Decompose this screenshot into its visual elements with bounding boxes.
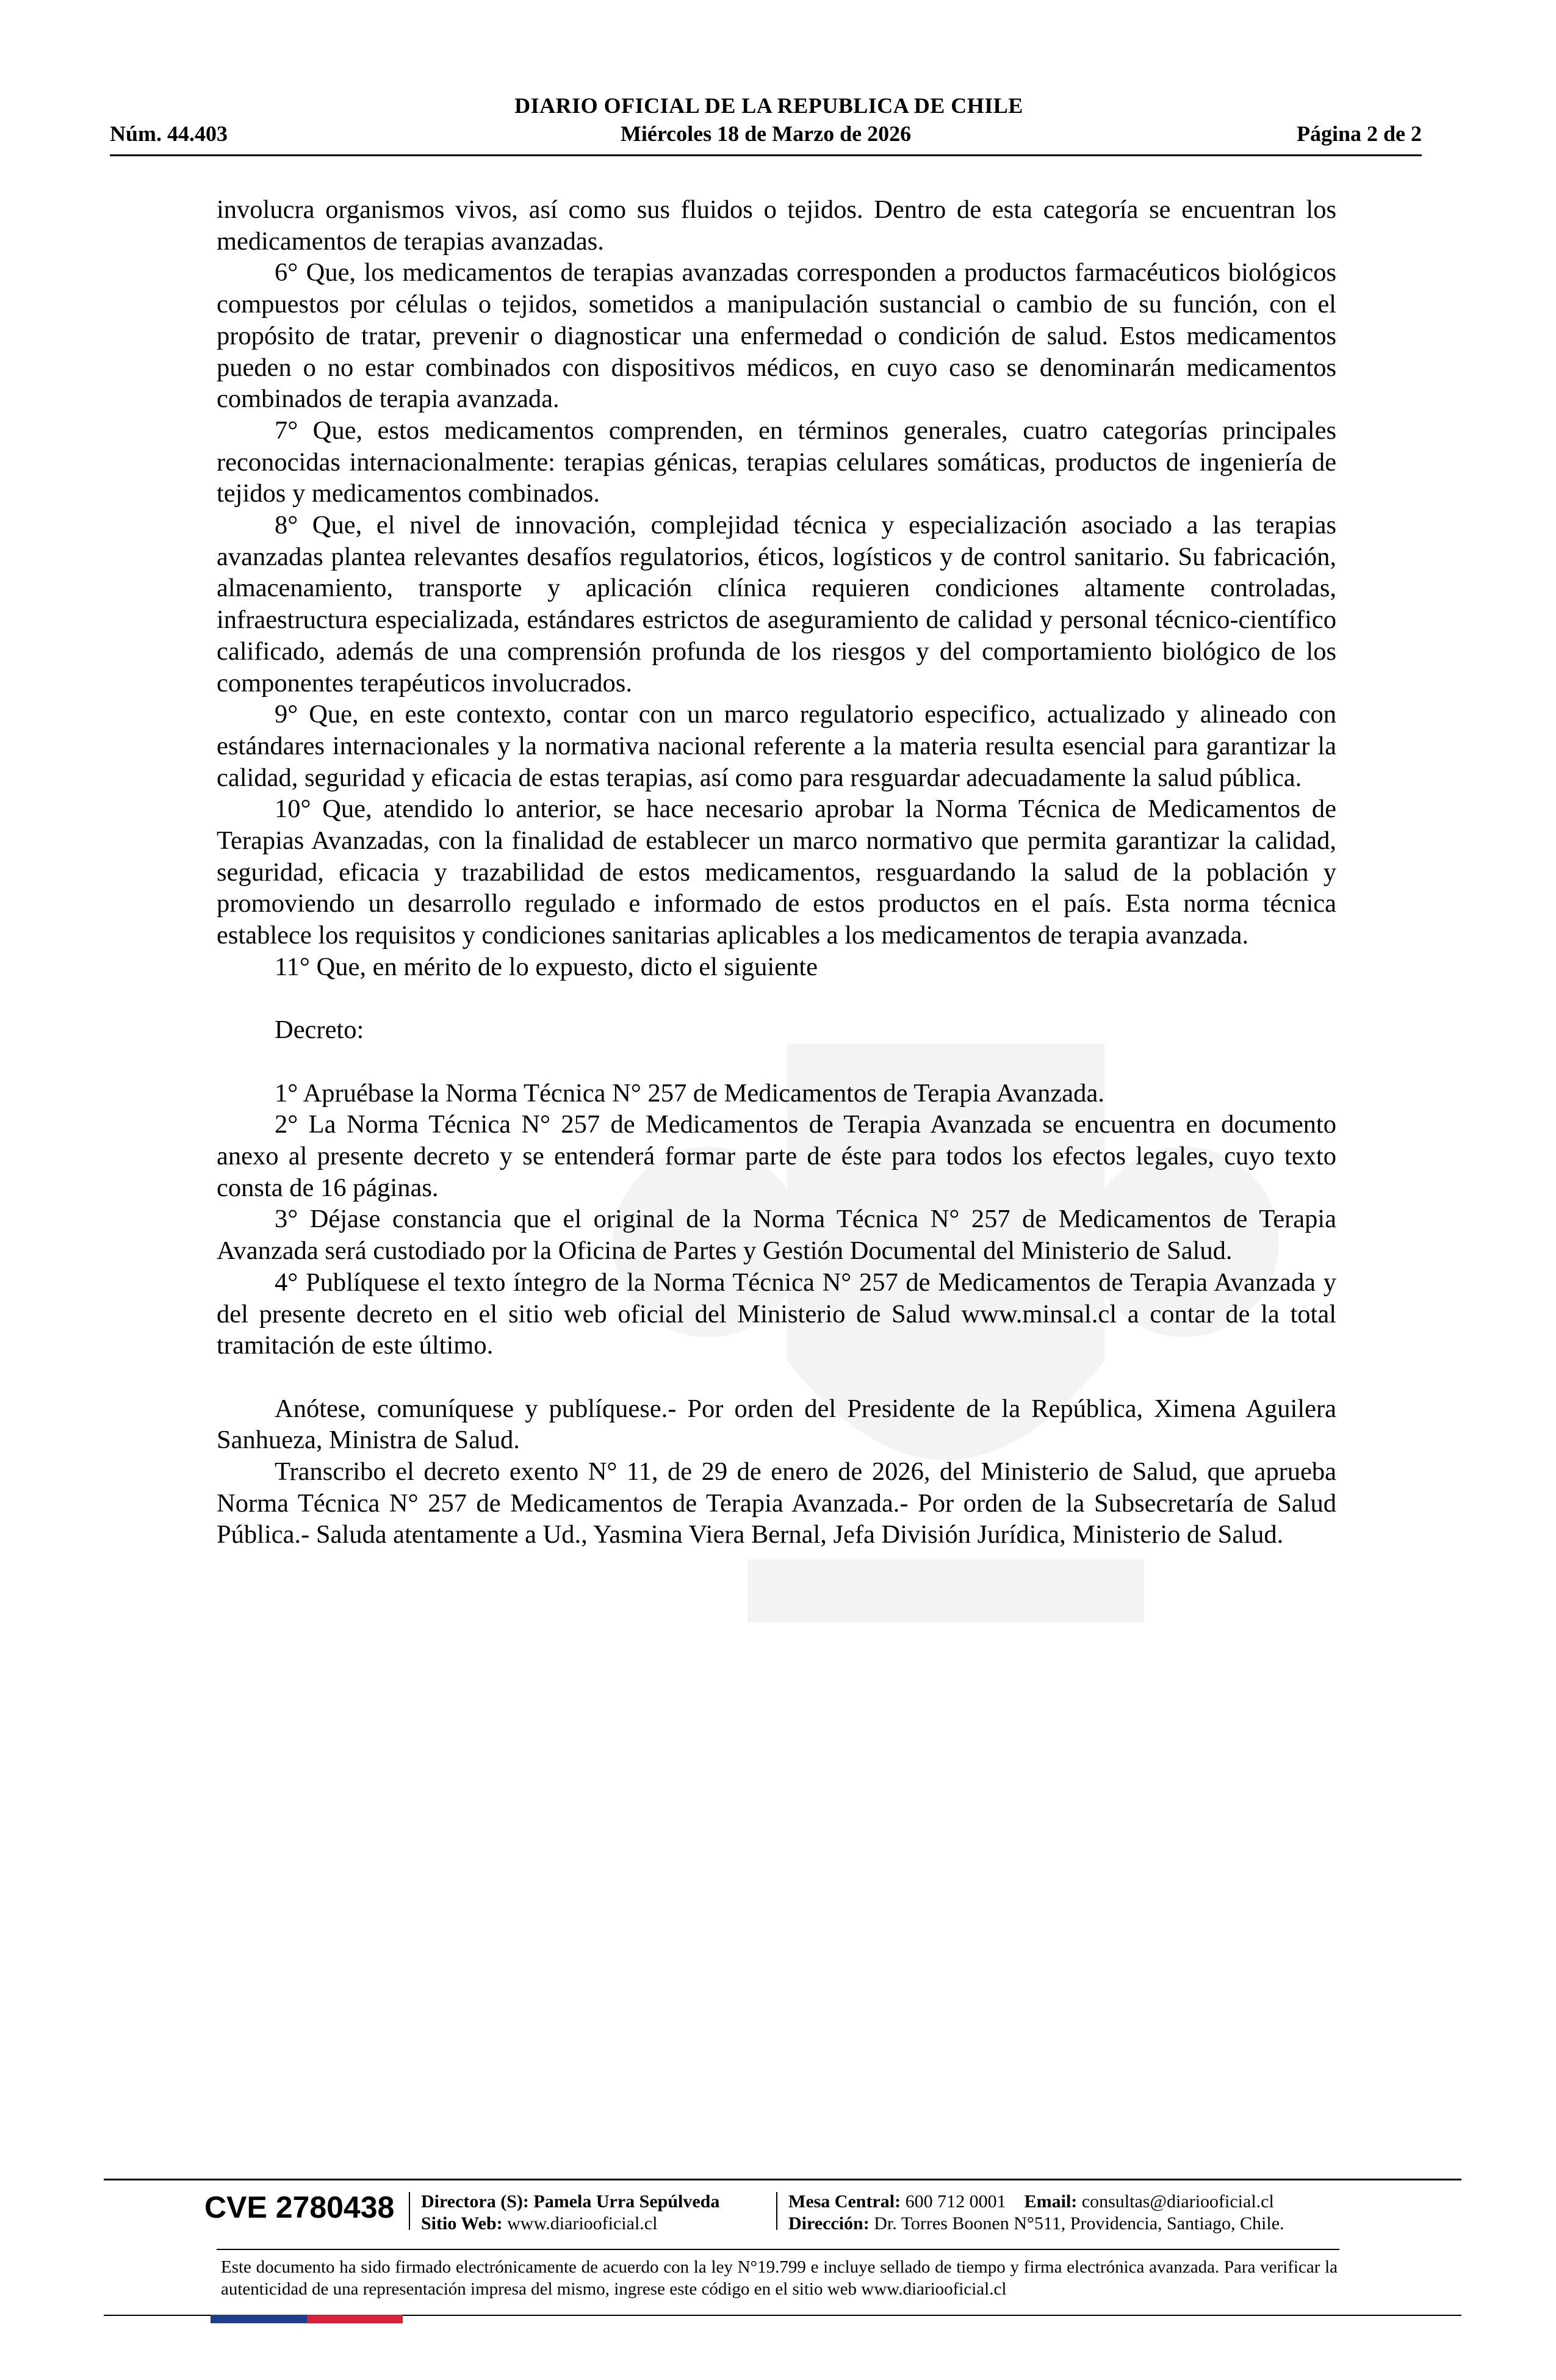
website-label: Sitio Web: [421, 2213, 503, 2234]
flag-stripe-red [307, 2315, 403, 2323]
issue-date: Miércoles 18 de Marzo de 2026 [620, 121, 912, 146]
document-body [217, 194, 1336, 1551]
considerando-9: 9° Que, en este contexto, contar con un marco regulatorio especifico, actualizado y alineado con estándares internacionales y la normativa nacional referente a la materia resulta esencial para garantizar la calidad, seguridad y eficacia de estas terapias, así como para resguardar adecuadamente la salud pública. [217, 700, 1336, 792]
website-link[interactable]: www.diariooficial.cl [507, 2213, 658, 2234]
mesa-label: Mesa Central: [788, 2191, 901, 2212]
footer-separator [776, 2192, 777, 2230]
considerando-11: 11° Que, en mérito de lo expuesto, dicto el siguiente [275, 952, 818, 981]
considerando-8: 8° Que, el nivel de innovación, complejidad técnica y especialización asociado a las terapias avanzadas plantea relevantes desafíos regulatorios, éticos, logísticos y de control sanitario. Su fabricación, almacenamiento, transporte y aplicación clínica requieren condiciones altamente controladas, infraestructura especializada, estándares estrictos de aseguramiento de calidad y personal técnico-científico calificado, además de una comprensión profunda de los riesgos y del comportamiento biológico de los componentes terapéuticos involucrados. [217, 511, 1336, 698]
directora-label: Directora (S): [421, 2191, 529, 2212]
header-divider [110, 154, 1422, 156]
email-link[interactable]: consultas@diariooficial.cl [1081, 2191, 1274, 2212]
footer-publisher-info [421, 2191, 719, 2235]
article-1: 1° Apruébase la Norma Técnica N° 257 de Medicamentos de Terapia Avanzada. [275, 1078, 1104, 1108]
footer-divider-top [104, 2179, 1461, 2180]
address-value: Dr. Torres Boonen N°511, Providencia, Santiago, Chile. [874, 2213, 1284, 2234]
footer-divider-middle [217, 2249, 1339, 2250]
mesa-phone: 600 712 0001 [905, 2191, 1006, 2212]
considerando-10: 10° Que, atendido lo anterior, se hace necesario aprobar la Norma Técnica de Medicamentos de Terapias Avanzadas, con la finalidad de establecer un marco normativo que permita garantizar la calidad, seguridad, eficacia y trazabilidad de estos medicamentos, resguardando la salud de la población y promoviendo un desarrollo regulado e informado de estos productos en el país. Esta norma técnica establece los requisitos y condiciones sanitarias aplicables a los medicamentos de terapia avanzada. [217, 795, 1336, 950]
article-4: 4° Publíquese el texto íntegro de la Norma Técnica N° 257 de Medicamentos de Terapia Avanzada y del presente decreto en el sitio web oficial del Ministerio de Salud www.minsal.cl a contar de la total tramitación de este último. [217, 1268, 1336, 1360]
email-label: Email: [1024, 2191, 1078, 2212]
newspaper-title: DIARIO OFICIAL DE LA REPUBLICA DE CHILE [514, 93, 1023, 118]
directora-name: Pamela Urra Sepúlveda [533, 2191, 720, 2212]
transcription-note: Transcribo el decreto exento N° 11, de 29 de enero de 2026, del Ministerio de Salud, que aprueba Norma Técnica N° 257 de Medicamentos de Terapia Avanzada.- Por orden de la Subsecretaría de Salud Pública.- Saluda atentamente a Ud., Yasmina Viera Bernal, Jefa División Jurídica, Ministerio de Salud. [217, 1457, 1336, 1549]
decreto-heading: Decreto: [275, 1015, 364, 1045]
footer-contact-info [788, 2191, 1284, 2235]
closing-formula: Anótese, comuníquese y publíquese.- Por orden del Presidente de la República, Ximena Aguilera Sanhueza, Ministra de Salud. [217, 1394, 1336, 1455]
electronic-signature-note: Este documento ha sido firmado electrónicamente de acuerdo con la ley N°19.799 e incluye sellado de tiempo y firma electrónica avanzada. Para verificar la autenticidad de una representación impresa del mismo, ingrese este código en el sitio web www.diariooficial.cl [221, 2257, 1338, 2299]
cve-code: CVE 2780438 [204, 2190, 395, 2224]
considerando-6: 6° Que, los medicamentos de terapias avanzadas corresponden a productos farmacéuticos biológicos compuestos por células o tejidos, sometidos a manipulación sustancial o cambio de su función, con el propósito de tratar, prevenir o diagnosticar una enfermedad o condición de salud. Estos medicamentos pueden o no estar combinados con dispositivos médicos, en cuyo caso se denominarán medicamentos combinados de terapia avanzada. [217, 258, 1336, 414]
address-label: Dirección: [788, 2213, 870, 2234]
considerando-7: 7° Que, estos medicamentos comprenden, en términos generales, cuatro categorías principales reconocidas internacionalmente: terapias génicas, terapias celulares somáticas, productos de ingeniería de tejidos y medicamentos combinados. [217, 416, 1336, 508]
article-2: 2° La Norma Técnica N° 257 de Medicamentos de Terapia Avanzada se encuentra en documento anexo al presente decreto y se entenderá formar parte de éste para todos los efectos legales, cuyo texto consta de 16 páginas. [217, 1110, 1336, 1202]
page-indicator: Página 2 de 2 [1296, 121, 1422, 146]
issue-number: Núm. 44.403 [110, 121, 228, 146]
paragraph-continuation: involucra organismos vivos, así como sus fluidos o tejidos. Dentro de esta categoría se encuentran los medicamentos de terapias avanzadas. [217, 195, 1336, 256]
footer-separator [409, 2192, 410, 2230]
header-row [110, 121, 1422, 151]
flag-stripe-blue [211, 2315, 307, 2323]
article-3: 3° Déjase constancia que el original de la Norma Técnica N° 257 de Medicamentos de Terapia Avanzada será custodiado por la Oficina de Partes y Gestión Documental del Ministerio de Salud. [217, 1205, 1336, 1266]
